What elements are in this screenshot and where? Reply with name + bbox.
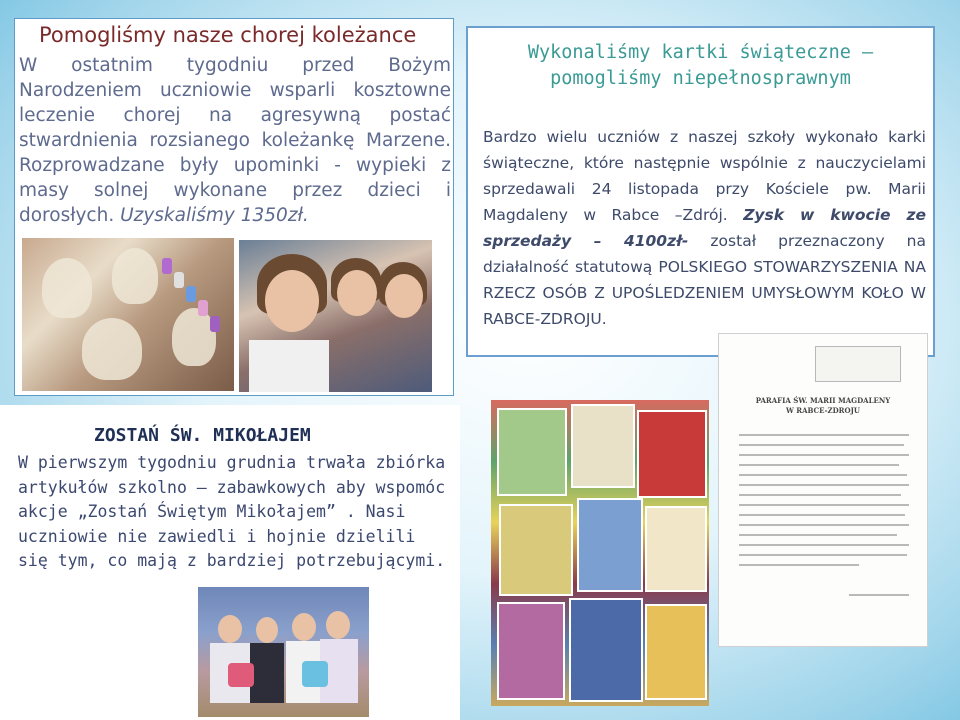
letter-heading (719, 396, 927, 416)
paper-chain-link (186, 286, 196, 302)
gift-bag (228, 663, 254, 687)
christmas-card (499, 504, 573, 596)
santa-collection-title: ZOSTAŃ ŚW. MIKOŁAJEM (94, 425, 311, 446)
letter-text-line (739, 494, 901, 496)
santa-collection-text: W pierwszym tygodniu grudnia trwała zbiórka artykułów szkolno – zabawkowych aby wspomóc akcje „Zostań Świętym Mikołajem” . Nasi uczniowie nie zawiedli i hojnie dzielili się tym, co mają z bardziej potrzebującymi. (18, 453, 446, 570)
salt-dough-amount: Uzyskaliśmy 1350zł. (120, 205, 309, 226)
paper-chain-link (174, 272, 184, 288)
christmas-cards-profit: Zysk w kwocie ze sprzedaży – 4100zł- (483, 206, 926, 250)
christmas-card (577, 498, 643, 592)
letter-text-line (739, 504, 909, 506)
paper-chain-link (198, 300, 208, 316)
letter-text-line (739, 444, 904, 446)
child-face (337, 270, 377, 316)
letter-text-line (739, 524, 909, 526)
christmas-cards-photo (491, 400, 709, 706)
christmas-cards-title-line1: Wykonaliśmy kartki świąteczne – (527, 42, 874, 63)
letter-text-line (739, 484, 909, 486)
christmas-card (571, 404, 635, 488)
letter-text-line (739, 514, 905, 516)
christmas-card (569, 598, 643, 702)
salt-dough-body: W ostatnim tygodniu przed Bożym Narodzeniem uczniowie wsparli kosztowne leczenie chorej na agresywną postać stwardnienia rozsianego koleżankę Marzene. Rozprowadzane były upominki - wypieki z masy solnej wykonane przez dzieci i dorosłych. (19, 55, 451, 226)
christmas-cards-panel (466, 26, 935, 357)
salt-dough-text (19, 53, 451, 228)
letter-text-line (739, 544, 909, 546)
child-body (250, 643, 284, 703)
child-face (326, 611, 350, 639)
students-with-crafts-photo (239, 240, 432, 392)
letter-text-line (739, 564, 859, 566)
paper-chain-link (210, 316, 220, 332)
angel-ornament (82, 318, 142, 380)
letter-text-line (739, 434, 909, 436)
christmas-card (645, 604, 707, 700)
christmas-cards-body: Bardzo wielu uczniów z naszej szkoły wykonało karki świąteczne, które następnie wspólnie z nauczycielami sprzedawali 24 listopada przy Kościele pw. Marii Magdaleny w Rabce –Zdrój. (483, 128, 926, 224)
paper-chain-link (162, 258, 172, 274)
christmas-card (637, 410, 707, 498)
child-shirt (249, 340, 329, 392)
association-logo (815, 346, 901, 382)
students-with-gifts-photo (198, 587, 369, 717)
letter-text-line (739, 454, 909, 456)
letter-text-line (739, 464, 899, 466)
letter-text-line (739, 474, 907, 476)
child-face (218, 615, 242, 643)
salt-dough-crafts-photo (22, 238, 234, 391)
signature-line (849, 594, 909, 596)
angel-ornament (42, 258, 92, 318)
christmas-cards-title-line2: pomogliśmy niepełnosprawnym (550, 68, 851, 89)
child-face (256, 617, 278, 643)
angel-ornament (112, 248, 158, 304)
child-face (385, 274, 423, 318)
child-face (265, 270, 319, 332)
letter-heading-line2: W RABCE-ZDROJU (785, 406, 861, 415)
christmas-card (645, 506, 707, 592)
child-face (292, 613, 316, 641)
christmas-cards-text (483, 124, 926, 332)
salt-dough-title: Pomogliśmy nasze chorej koleżance (39, 23, 417, 47)
letter-text-line (739, 554, 907, 556)
christmas-card (497, 602, 565, 700)
letter-heading-line1: PARAFIA ŚW. MARII MAGDALENY (755, 396, 891, 405)
christmas-card (497, 408, 567, 496)
thank-you-letter-photo (718, 333, 928, 647)
christmas-cards-title (468, 40, 933, 92)
gift-bag (302, 661, 328, 687)
letter-text-line (739, 534, 897, 536)
christmas-cards-purpose: został przeznaczony na działalność statutową POLSKIEGO STOWARZYSZENIA NA RZECZ OSÓB Z UPOŚLEDZENIEM UMYSŁOWYM KOŁO W RABCE-ZDROJU. (483, 232, 926, 328)
